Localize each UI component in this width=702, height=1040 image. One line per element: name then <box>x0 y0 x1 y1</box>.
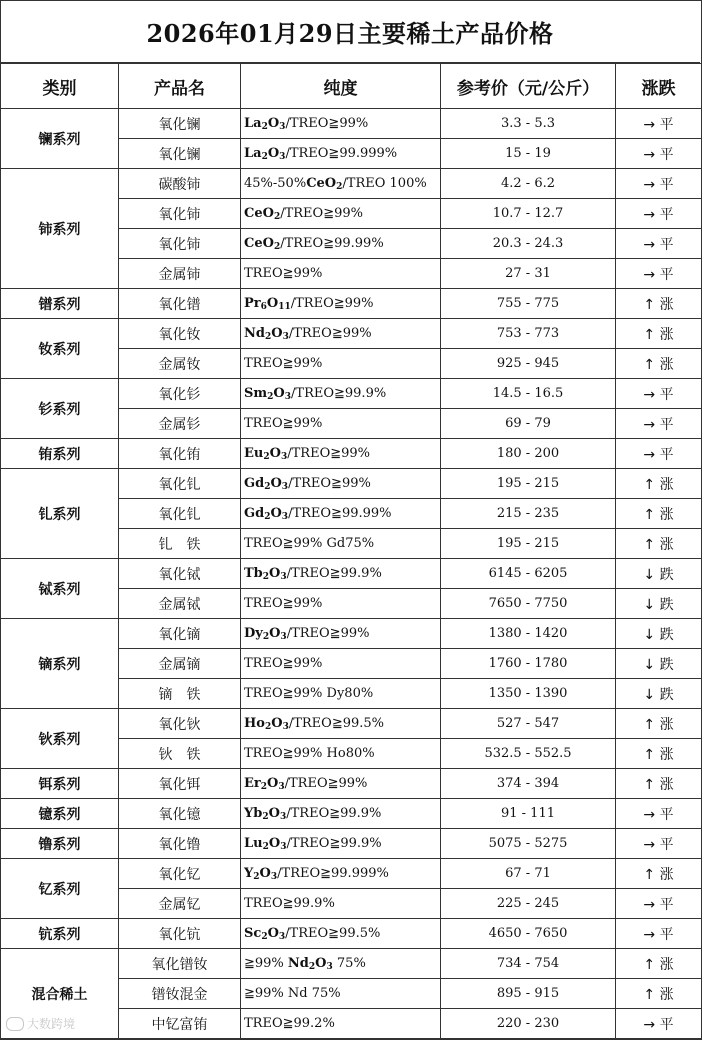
price-cell: 895 - 915 <box>441 979 616 1009</box>
chemical-formula <box>244 836 286 851</box>
formula-subscript: 2 <box>262 812 269 822</box>
purity-text: /TREO≧99.5% <box>288 716 385 731</box>
category-cell: 镱系列 <box>1 799 119 829</box>
formula-element: Lu <box>244 836 263 851</box>
chemical-formula <box>244 776 285 791</box>
product-name-cell: 碳酸铈 <box>119 169 241 199</box>
watermark-logo-icon <box>6 1017 24 1031</box>
price-cell: 925 - 945 <box>441 349 616 379</box>
trend-cell: → 平 <box>616 199 702 229</box>
chemical-formula <box>244 296 291 311</box>
price-cell: 4.2 - 6.2 <box>441 169 616 199</box>
chemical-formula <box>306 176 342 191</box>
purity-text: TREO≧99% <box>244 266 323 281</box>
product-name-cell: 金属铽 <box>119 589 241 619</box>
product-name-cell: 氧化铽 <box>119 559 241 589</box>
category-cell: 铒系列 <box>1 769 119 799</box>
purity-cell <box>241 589 441 619</box>
chemical-formula <box>244 326 289 341</box>
product-name-cell: 氧化钆 <box>119 469 241 499</box>
formula-subscript: 2 <box>261 152 268 162</box>
header-row <box>1 64 702 109</box>
trend-cell: → 平 <box>616 379 702 409</box>
product-name-cell: 氧化钕 <box>119 319 241 349</box>
trend-cell: ↑ 涨 <box>616 769 702 799</box>
formula-subscript: 3 <box>280 572 287 582</box>
price-cell: 1350 - 1390 <box>441 679 616 709</box>
table-row <box>1 799 702 829</box>
table-row <box>1 709 702 739</box>
price-cell: 755 - 775 <box>441 289 616 319</box>
product-name-cell: 金属镝 <box>119 649 241 679</box>
formula-element: O <box>270 476 282 491</box>
purity-cell <box>241 829 441 859</box>
purity-text: TREO≧99.9% <box>244 896 335 911</box>
purity-text: /TREO≧99.9% <box>286 566 382 581</box>
formula-element: La <box>244 146 262 161</box>
formula-subscript: 2 <box>308 962 316 972</box>
purity-cell <box>241 949 441 979</box>
purity-text: /TREO≧99% <box>286 626 370 641</box>
purity-cell <box>241 199 441 229</box>
trend-cell: ↑ 涨 <box>616 319 702 349</box>
purity-cell <box>241 1009 441 1039</box>
purity-text: /TREO≧99.99% <box>288 506 392 521</box>
chemical-formula <box>244 476 288 491</box>
trend-cell: ↓ 跌 <box>616 619 702 649</box>
chemical-formula <box>244 236 280 251</box>
purity-cell <box>241 349 441 379</box>
product-name-cell: 氧化镱 <box>119 799 241 829</box>
product-name-cell: 金属钐 <box>119 409 241 439</box>
trend-cell: ↑ 涨 <box>616 529 702 559</box>
formula-element: O <box>271 716 283 731</box>
formula-element: Gd <box>244 476 265 491</box>
price-table <box>0 63 702 1039</box>
trend-cell: → 平 <box>616 139 702 169</box>
formula-subscript: 2 <box>261 122 268 132</box>
trend-cell: → 平 <box>616 1009 702 1039</box>
watermark-text: 大数跨境 <box>27 1017 76 1031</box>
purity-text: /TREO≧99% <box>285 116 369 131</box>
category-cell: 混合稀土 <box>1 949 119 1039</box>
price-cell: 7650 - 7750 <box>441 589 616 619</box>
trend-cell: → 平 <box>616 439 702 469</box>
formula-element: Y <box>244 866 254 881</box>
product-name-cell: 钆 铁 <box>119 529 241 559</box>
product-name-cell: 镝 铁 <box>119 679 241 709</box>
purity-cell <box>241 169 441 199</box>
price-cell: 1760 - 1780 <box>441 649 616 679</box>
trend-cell: ↑ 涨 <box>616 739 702 769</box>
purity-text: TREO≧99% <box>244 416 323 431</box>
price-cell: 532.5 - 552.5 <box>441 739 616 769</box>
purity-cell <box>241 259 441 289</box>
formula-subscript: 3 <box>282 722 289 732</box>
formula-subscript: 2 <box>273 212 281 222</box>
category-cell: 钕系列 <box>1 319 119 379</box>
formula-subscript: 2 <box>336 182 343 192</box>
purity-cell <box>241 319 441 349</box>
price-cell: 195 - 215 <box>441 529 616 559</box>
formula-subscript: 2 <box>264 512 271 522</box>
formula-subscript: 6 <box>260 302 267 312</box>
formula-element: O <box>315 956 327 971</box>
trend-cell: → 平 <box>616 169 702 199</box>
product-name-cell: 氧化钆 <box>119 499 241 529</box>
formula-element: Sc <box>244 926 262 941</box>
formula-element: O <box>267 926 279 941</box>
purity-prefix: 45%-50% <box>244 176 307 191</box>
purity-prefix: ≧99% <box>244 956 288 971</box>
formula-element: O <box>269 626 281 641</box>
price-cell: 225 - 245 <box>441 889 616 919</box>
table-row <box>1 769 702 799</box>
purity-cell <box>241 739 441 769</box>
table-row <box>1 379 702 409</box>
table-row <box>1 829 702 859</box>
price-cell: 69 - 79 <box>441 409 616 439</box>
product-name-cell: 氧化镥 <box>119 829 241 859</box>
table-row <box>1 109 702 139</box>
purity-cell <box>241 109 441 139</box>
chemical-formula <box>244 626 287 641</box>
price-cell: 734 - 754 <box>441 949 616 979</box>
formula-element: Er <box>244 776 261 791</box>
trend-cell: ↑ 涨 <box>616 469 702 499</box>
table-row <box>1 289 702 319</box>
purity-text: /TREO≧99% <box>288 326 372 341</box>
formula-element: O <box>270 506 282 521</box>
purity-cell <box>241 379 441 409</box>
purity-text: /TREO≧99.9% <box>286 836 382 851</box>
formula-subscript: 3 <box>281 482 289 492</box>
product-name-cell: 金属钇 <box>119 889 241 919</box>
table-row <box>1 949 702 979</box>
category-cell: 镥系列 <box>1 829 119 859</box>
product-name-cell: 镨钕混金 <box>119 979 241 1009</box>
chemical-formula <box>244 716 289 731</box>
product-name-cell: 氧化钇 <box>119 859 241 889</box>
table-row <box>1 469 702 499</box>
chemical-formula <box>244 386 291 401</box>
formula-element: Nd <box>287 956 309 971</box>
purity-cell <box>241 919 441 949</box>
page-title: 2026年01月29日主要稀土产品价格 <box>0 0 700 63</box>
formula-subscript: 3 <box>282 332 289 342</box>
formula-subscript: 2 <box>264 722 272 732</box>
header-price: 参考价（元/公斤） <box>441 64 616 109</box>
formula-subscript: 3 <box>280 632 287 642</box>
purity-text: /TREO 100% <box>342 176 427 191</box>
purity-cell <box>241 439 441 469</box>
price-cell: 6145 - 6205 <box>441 559 616 589</box>
formula-element: O <box>269 446 281 461</box>
table-row <box>1 169 702 199</box>
chemical-formula <box>244 146 285 161</box>
price-cell: 180 - 200 <box>441 439 616 469</box>
formula-subscript: 2 <box>267 392 274 402</box>
formula-element: O <box>271 326 283 341</box>
chemical-formula <box>244 566 287 581</box>
purity-text: /TREO≧99% <box>284 776 368 791</box>
table-row <box>1 919 702 949</box>
formula-subscript: 3 <box>284 392 292 402</box>
purity-text: /TREO≧99% <box>290 296 374 311</box>
header-product: 产品名 <box>119 64 241 109</box>
purity-text: TREO≧99% <box>244 596 323 611</box>
price-cell: 10.7 - 12.7 <box>441 199 616 229</box>
chemical-formula <box>244 866 277 881</box>
formula-element: Gd <box>244 506 265 521</box>
trend-cell: → 平 <box>616 409 702 439</box>
chemical-formula <box>244 446 287 461</box>
purity-cell <box>241 649 441 679</box>
price-cell: 215 - 235 <box>441 499 616 529</box>
purity-cell <box>241 139 441 169</box>
category-cell: 铈系列 <box>1 169 119 289</box>
trend-cell: ↑ 涨 <box>616 709 702 739</box>
chemical-formula <box>244 116 285 131</box>
product-name-cell: 氧化钐 <box>119 379 241 409</box>
trend-cell: ↓ 跌 <box>616 679 702 709</box>
trend-cell: ↑ 涨 <box>616 499 702 529</box>
formula-subscript: 3 <box>278 782 285 792</box>
watermark <box>6 1015 75 1032</box>
purity-text: TREO≧99% Dy80% <box>244 686 374 701</box>
purity-cell <box>241 679 441 709</box>
purity-cell <box>241 769 441 799</box>
purity-text: 75% <box>332 956 366 971</box>
formula-subscript: 3 <box>270 872 278 882</box>
formula-element: O <box>266 296 279 311</box>
category-cell: 钇系列 <box>1 859 119 919</box>
purity-cell <box>241 799 441 829</box>
formula-subscript: 2 <box>253 872 260 882</box>
category-cell: 铕系列 <box>1 439 119 469</box>
formula-subscript: 2 <box>263 452 270 462</box>
trend-cell: → 平 <box>616 229 702 259</box>
category-cell: 钐系列 <box>1 379 119 439</box>
price-cell: 15 - 19 <box>441 139 616 169</box>
formula-element: O <box>267 776 279 791</box>
table-row <box>1 439 702 469</box>
product-name-cell: 氧化铒 <box>119 769 241 799</box>
trend-cell: ↑ 涨 <box>616 979 702 1009</box>
chemical-formula <box>288 956 333 971</box>
formula-subscript: 3 <box>281 512 289 522</box>
formula-subscript: 11 <box>278 302 291 312</box>
purity-text: TREO≧99% Gd75% <box>244 536 375 551</box>
purity-text: /TREO≧99% <box>288 476 371 491</box>
trend-cell: → 平 <box>616 259 702 289</box>
formula-element: Tb <box>244 566 263 581</box>
product-name-cell: 中钇富铕 <box>119 1009 241 1039</box>
formula-element: Yb <box>244 806 263 821</box>
product-name-cell: 氧化铈 <box>119 229 241 259</box>
chemical-formula <box>244 206 280 221</box>
category-cell: 钪系列 <box>1 919 119 949</box>
purity-text: /TREO≧99% <box>287 446 371 461</box>
formula-element: CeO <box>244 236 274 251</box>
formula-subscript: 3 <box>279 122 286 132</box>
formula-subscript: 3 <box>279 812 287 822</box>
formula-element: O <box>269 566 281 581</box>
product-name-cell: 氧化铈 <box>119 199 241 229</box>
purity-cell <box>241 979 441 1009</box>
product-name-cell: 氧化镧 <box>119 109 241 139</box>
product-name-cell: 钬 铁 <box>119 739 241 769</box>
purity-text: ≧99% Nd 75% <box>244 986 341 1001</box>
formula-subscript: 2 <box>261 932 268 942</box>
table-body <box>1 109 702 1039</box>
formula-subscript: 3 <box>279 152 286 162</box>
header-purity: 纯度 <box>241 64 441 109</box>
purity-cell <box>241 709 441 739</box>
formula-element: Pr <box>244 296 261 311</box>
trend-cell: → 平 <box>616 829 702 859</box>
price-cell: 374 - 394 <box>441 769 616 799</box>
trend-cell: ↑ 涨 <box>616 859 702 889</box>
purity-cell <box>241 559 441 589</box>
formula-element: O <box>273 386 285 401</box>
formula-subscript: 3 <box>280 842 287 852</box>
purity-cell <box>241 859 441 889</box>
purity-text: /TREO≧99% <box>280 206 363 221</box>
formula-element: Sm <box>244 386 268 401</box>
purity-text: TREO≧99% <box>244 656 323 671</box>
formula-element: CeO <box>306 176 337 191</box>
product-name-cell: 氧化镧 <box>119 139 241 169</box>
trend-cell: → 平 <box>616 109 702 139</box>
price-cell: 67 - 71 <box>441 859 616 889</box>
purity-text: /TREO≧99.999% <box>285 146 398 161</box>
price-cell: 14.5 - 16.5 <box>441 379 616 409</box>
formula-element: O <box>268 836 281 851</box>
purity-text: /TREO≧99.999% <box>277 866 389 881</box>
formula-subscript: 3 <box>280 452 288 462</box>
formula-element: La <box>244 116 262 131</box>
formula-element: O <box>267 116 280 131</box>
category-cell: 钆系列 <box>1 469 119 559</box>
trend-cell: → 平 <box>616 919 702 949</box>
purity-cell <box>241 499 441 529</box>
table-row <box>1 559 702 589</box>
trend-cell: ↓ 跌 <box>616 559 702 589</box>
table-row <box>1 859 702 889</box>
purity-cell <box>241 289 441 319</box>
formula-element: O <box>259 866 271 881</box>
formula-subscript: 2 <box>264 332 272 342</box>
product-name-cell: 氧化钬 <box>119 709 241 739</box>
category-cell: 铽系列 <box>1 559 119 619</box>
formula-subscript: 2 <box>262 632 270 642</box>
product-name-cell: 氧化镨钕 <box>119 949 241 979</box>
chemical-formula <box>244 926 285 941</box>
price-cell: 527 - 547 <box>441 709 616 739</box>
category-cell: 镨系列 <box>1 289 119 319</box>
price-cell: 3.3 - 5.3 <box>441 109 616 139</box>
formula-subscript: 3 <box>278 932 286 942</box>
formula-subscript: 2 <box>260 782 268 792</box>
product-name-cell: 金属钕 <box>119 349 241 379</box>
price-cell: 753 - 773 <box>441 319 616 349</box>
purity-text: /TREO≧99.9% <box>286 806 382 821</box>
purity-text: /TREO≧99.5% <box>285 926 381 941</box>
category-cell: 钬系列 <box>1 709 119 769</box>
header-category: 类别 <box>1 64 119 109</box>
chemical-formula <box>244 506 288 521</box>
purity-cell <box>241 469 441 499</box>
product-name-cell: 氧化铕 <box>119 439 241 469</box>
purity-cell <box>241 409 441 439</box>
price-cell: 20.3 - 24.3 <box>441 229 616 259</box>
price-cell: 5075 - 5275 <box>441 829 616 859</box>
category-cell: 镝系列 <box>1 619 119 709</box>
formula-element: CeO <box>244 206 274 221</box>
purity-text: TREO≧99% <box>244 356 323 371</box>
product-name-cell: 氧化镝 <box>119 619 241 649</box>
product-name-cell: 氧化镨 <box>119 289 241 319</box>
formula-element: O <box>268 806 280 821</box>
price-cell: 195 - 215 <box>441 469 616 499</box>
formula-subscript: 2 <box>273 242 281 252</box>
purity-text: /TREO≧99.99% <box>280 236 384 251</box>
header-trend: 涨跌 <box>616 64 702 109</box>
trend-cell: ↑ 涨 <box>616 949 702 979</box>
purity-text: /TREO≧99.9% <box>291 386 387 401</box>
table-row <box>1 619 702 649</box>
product-name-cell: 氧化钪 <box>119 919 241 949</box>
formula-element: Nd <box>244 326 265 341</box>
formula-element: O <box>267 146 280 161</box>
formula-subscript: 2 <box>262 842 269 852</box>
purity-text: TREO≧99% Ho80% <box>244 746 375 761</box>
purity-cell <box>241 889 441 919</box>
trend-cell: ↑ 涨 <box>616 349 702 379</box>
product-name-cell: 金属铈 <box>119 259 241 289</box>
trend-cell: ↑ 涨 <box>616 289 702 319</box>
price-cell: 220 - 230 <box>441 1009 616 1039</box>
price-cell: 91 - 111 <box>441 799 616 829</box>
formula-subscript: 2 <box>264 482 271 492</box>
category-cell: 镧系列 <box>1 109 119 169</box>
formula-element: Ho <box>244 716 265 731</box>
price-cell: 1380 - 1420 <box>441 619 616 649</box>
formula-subscript: 3 <box>326 962 333 972</box>
formula-subscript: 2 <box>262 572 270 582</box>
table-row <box>1 319 702 349</box>
formula-element: Eu <box>244 446 264 461</box>
purity-text: TREO≧99.2% <box>244 1016 335 1031</box>
purity-cell <box>241 529 441 559</box>
chemical-formula <box>244 806 286 821</box>
trend-cell: → 平 <box>616 799 702 829</box>
price-cell: 27 - 31 <box>441 259 616 289</box>
formula-element: Dy <box>244 626 263 641</box>
purity-cell <box>241 619 441 649</box>
trend-cell: → 平 <box>616 889 702 919</box>
trend-cell: ↓ 跌 <box>616 649 702 679</box>
trend-cell: ↓ 跌 <box>616 589 702 619</box>
price-cell: 4650 - 7650 <box>441 919 616 949</box>
purity-cell <box>241 229 441 259</box>
